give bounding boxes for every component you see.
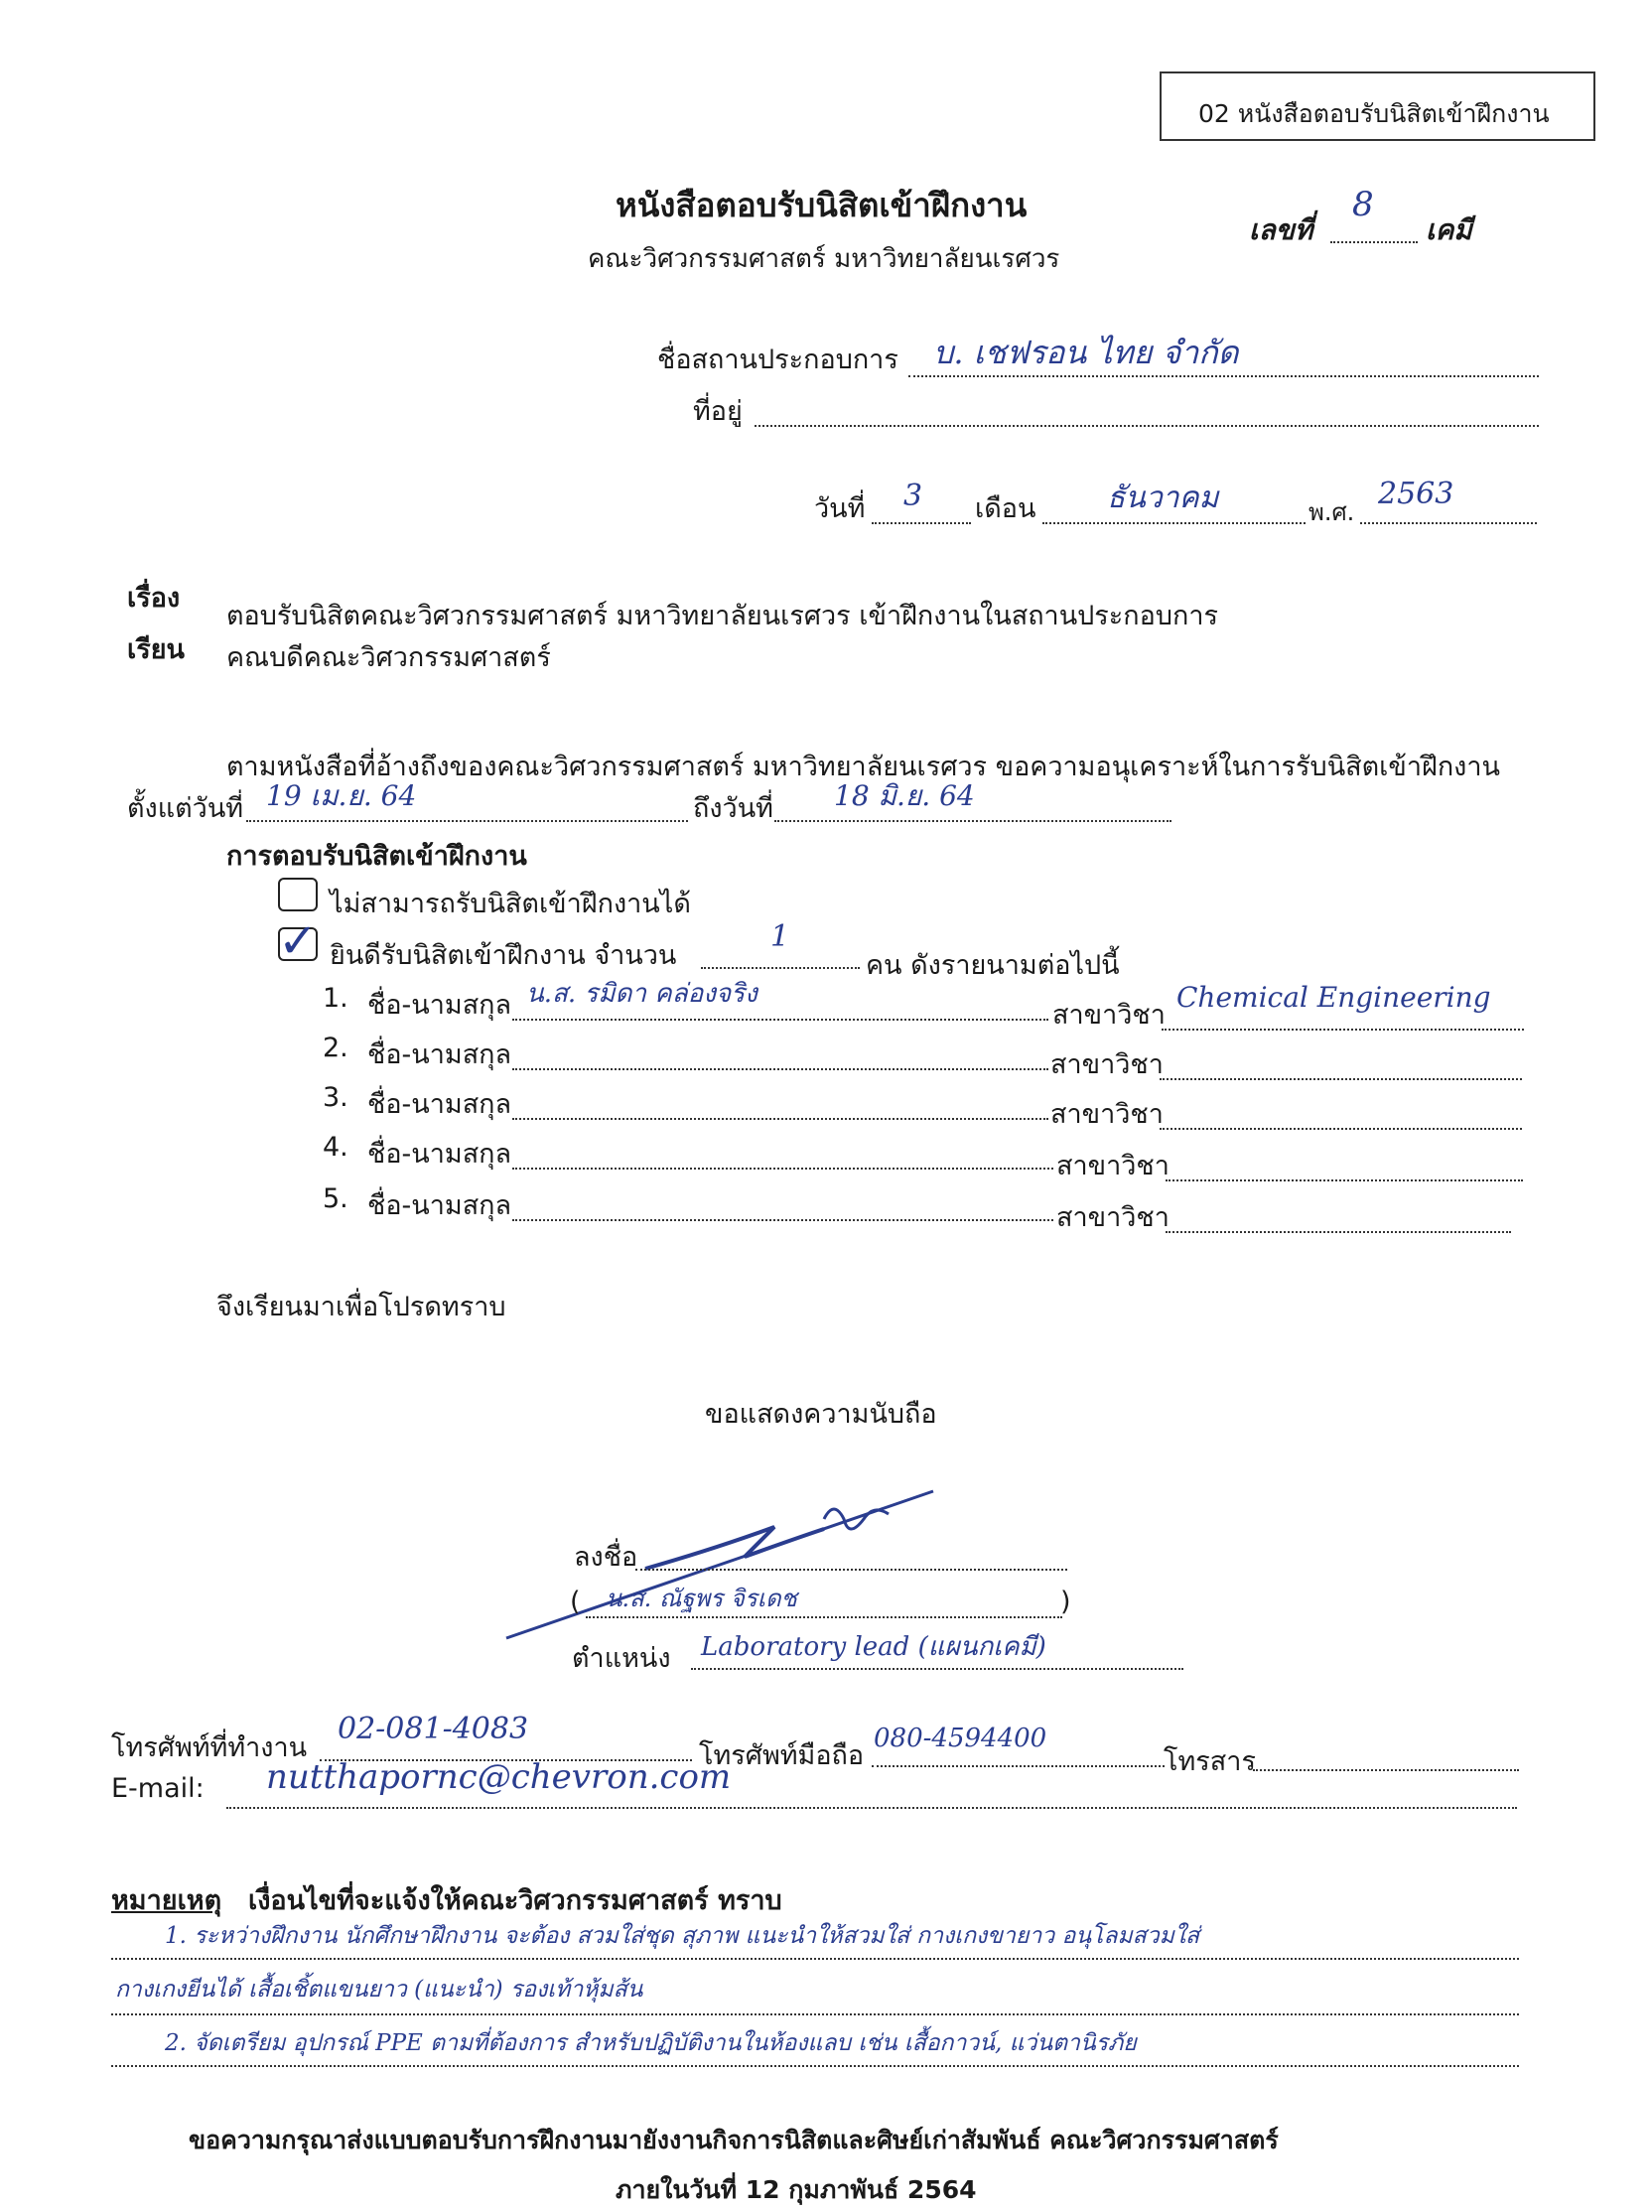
day-dots [872, 522, 971, 524]
to-text: คณบดีคณะวิศวกรรมศาสตร์ [226, 642, 551, 673]
notes-line3-dots [111, 2065, 1519, 2067]
closing-inform: จึงเรียนมาเพื่อโปรดทราบ [216, 1292, 506, 1322]
student-name-dots [512, 1168, 1053, 1170]
number-label: เลขที่ [1249, 213, 1313, 246]
notes-line2-dots [111, 2013, 1519, 2015]
student-major-label: สาขาวิชา [1050, 1099, 1164, 1130]
student-major-dots [1166, 1179, 1523, 1181]
address-label: ที่อยู่ [693, 396, 743, 427]
footer-line1: ขอความกรุณาส่งแบบตอบรับการฝึกงานมายังงานกิจการนิสิตและศิษย์เก่าสัมพันธ์ คณะวิศวกรรมศาสตร์ [189, 2126, 1279, 2154]
day-label: วันที่ [814, 493, 866, 524]
mobile-dots [872, 1765, 1165, 1767]
row-number: 2. [323, 1033, 348, 1063]
student-name-label: ชื่อ-นามสกุล [367, 1089, 512, 1120]
email-value: nutthapornc@chevron.com [266, 1757, 732, 1797]
notes-line1: 1. ระหว่างฝึกงาน นักศึกษาฝึกงาน จะต้อง สวมใส่ชุด สุภาพ แนะนำให้สวมใส่ กางเกงขายาว อนุโลมสวมใส่ [165, 1923, 1200, 1949]
student-name-dots [512, 1118, 1048, 1120]
notes-line2: กางเกงยีนได้ เสื้อเชิ้ตแขนยาว (แนะนำ) รองเท้าหุ้มส้น [115, 1977, 643, 2003]
student-major-label: สาขาวิชา [1050, 1049, 1164, 1080]
position-label: ตำแหน่ง [572, 1643, 671, 1674]
position-value: Laboratory lead (แผนกเคมี) [701, 1632, 1046, 1662]
student-major: Chemical Engineering [1176, 981, 1491, 1014]
student-name-dots [512, 1068, 1048, 1070]
to-date-dots [774, 820, 1171, 822]
student-major-dots [1166, 1231, 1511, 1233]
count-suffix: คน ดังรายนามต่อไปนี้ [866, 950, 1120, 981]
sign-label: ลงชื่อ [574, 1542, 638, 1573]
student-name-label: ชื่อ-นามสกุล [367, 990, 512, 1021]
student-major-label: สาขาวิชา [1056, 1151, 1170, 1181]
paren-open: ( [570, 1587, 581, 1617]
company-name-value: บ. เชฟรอน ไทย จำกัด [933, 334, 1239, 371]
footer-line2: ภายในวันที่ 12 กุมภาพันธ์ 2564 [616, 2175, 977, 2204]
signer-name: น.ส. ณัฐพร จิรเดช [606, 1585, 797, 1612]
position-dots [691, 1668, 1183, 1670]
student-name-label: ชื่อ-นามสกุล [367, 1190, 512, 1221]
row-number: 1. [323, 983, 348, 1014]
from-date-label: ตั้งแต่วันที่ [127, 793, 244, 824]
body-paragraph: ตามหนังสือที่อ้างถึงของคณะวิศวกรรมศาสตร์ มหาวิทยาลัยนเรศวร ขอความอนุเคราะห์ในการรับนิสิตเข้าฝึกงาน [226, 752, 1500, 782]
reject-checkbox[interactable] [278, 878, 318, 911]
month-label: เดือน [975, 493, 1036, 524]
fax-label: โทรสาร [1164, 1746, 1256, 1777]
mobile-value: 080-4594400 [874, 1724, 1047, 1753]
to-date-value: 18 มิ.ย. 64 [834, 779, 975, 812]
student-name-dots [512, 1019, 1048, 1021]
student-name-label: ชื่อ-นามสกุล [367, 1039, 512, 1070]
notes-heading-rest: เงื่อนไขที่จะแจ้งให้คณะวิศวกรรมศาสตร์ ทราบ [248, 1885, 782, 1916]
subject-label: เรื่อง [127, 583, 181, 614]
day-value: 3 [903, 479, 923, 513]
student-major-dots [1160, 1078, 1522, 1080]
number-dots [1330, 241, 1418, 243]
notes-line1-dots [111, 1958, 1519, 1960]
company-name-label: ชื่อสถานประกอบการ [657, 345, 898, 375]
student-major-dots [1162, 1029, 1524, 1031]
fax-dots [1253, 1769, 1519, 1771]
signature-scribble [496, 1479, 953, 1648]
notes-heading: หมายเหตุ [111, 1885, 222, 1916]
acceptance-heading: การตอบรับนิสิตเข้าฝึกงาน [226, 841, 527, 872]
office-phone-value: 02-081-4083 [338, 1712, 529, 1746]
student-major-dots [1160, 1128, 1522, 1130]
student-name: น.ส. รมิดา คล่องจริง [526, 979, 757, 1009]
from-date-value: 19 เม.ย. 64 [266, 779, 417, 812]
mobile-label: โทรศัพท์มือถือ [699, 1740, 865, 1771]
year-dots [1360, 522, 1537, 524]
notes-line3: 2. จัดเตรียม อุปกรณ์ PPE ตามที่ต้องการ สำหรับปฏิบัติงานในห้องแลบ เช่น เสื้อกาวน์, แว่นตานิรภัย [165, 2030, 1137, 2056]
student-major-label: สาขาวิชา [1052, 1000, 1166, 1031]
accept-check-mark: ✓ [278, 913, 319, 969]
to-date-label: ถึงวันที่ [693, 793, 773, 824]
email-dots [226, 1807, 1517, 1809]
row-number: 4. [323, 1132, 348, 1163]
department-label: เคมี [1426, 213, 1472, 246]
row-number: 3. [323, 1082, 348, 1113]
office-phone-label: โทรศัพท์ที่ทำงาน [111, 1732, 308, 1763]
month-value: ธันวาคม [1107, 481, 1219, 515]
from-date-dots [246, 820, 688, 822]
month-dots [1042, 522, 1306, 524]
closing-regards: ขอแสดงความนับถือ [705, 1399, 937, 1430]
sign-dots [635, 1569, 1067, 1571]
document-subtitle: คณะวิศวกรรมศาสตร์ มหาวิทยาลัยนเรศวร [588, 244, 1060, 274]
paren-close: ) [1060, 1587, 1071, 1617]
count-dots [701, 967, 860, 969]
student-name-label: ชื่อ-นามสกุล [367, 1139, 512, 1170]
address-dots [755, 425, 1539, 427]
number-value: 8 [1352, 185, 1374, 224]
count-value: 1 [770, 919, 790, 954]
student-name-dots [512, 1219, 1053, 1221]
to-label: เรียน [127, 634, 186, 665]
year-label: พ.ศ. [1308, 498, 1355, 526]
accept-option-label: ยินดีรับนิสิตเข้าฝึกงาน จำนวน [330, 940, 677, 971]
student-major-label: สาขาวิชา [1056, 1202, 1170, 1233]
form-code: 02 หนังสือตอบรับนิสิตเข้าฝึกงาน [1198, 99, 1550, 128]
document-title: หนังสือตอบรับนิสิตเข้าฝึกงาน [616, 186, 1028, 224]
year-value: 2563 [1378, 477, 1454, 511]
subject-text: ตอบรับนิสิตคณะวิศวกรรมศาสตร์ มหาวิทยาลัยนเรศวร เข้าฝึกงานในสถานประกอบการ [226, 601, 1219, 631]
email-label: E-mail: [111, 1773, 205, 1804]
row-number: 5. [323, 1183, 348, 1214]
reject-option-label: ไม่สามารถรับนิสิตเข้าฝึกงานได้ [330, 889, 691, 919]
